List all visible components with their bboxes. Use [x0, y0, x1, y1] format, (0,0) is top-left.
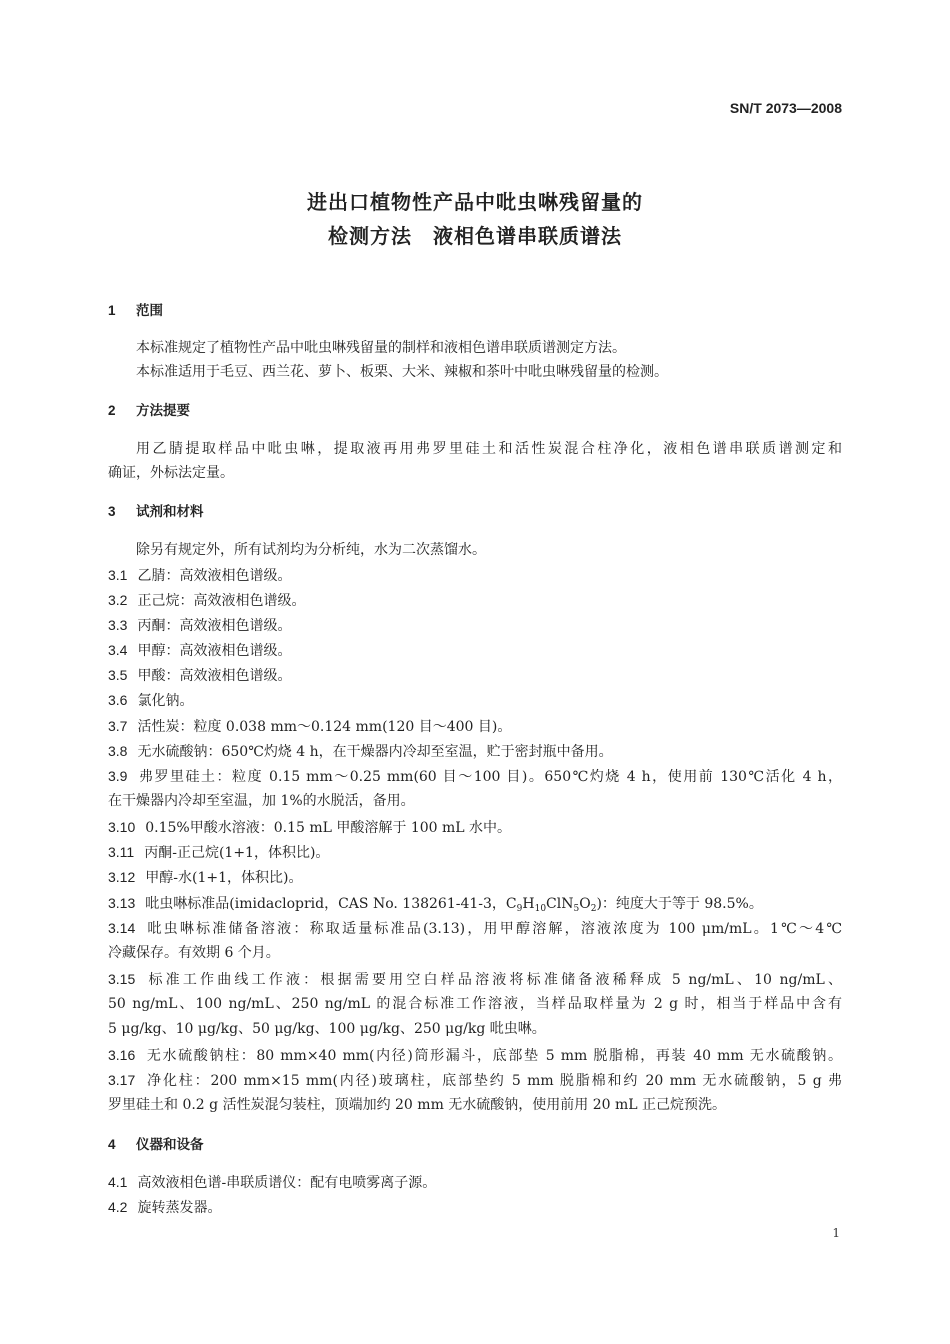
- page-number: 1: [832, 1226, 840, 1240]
- clause-3-14-line-1: [108, 918, 842, 939]
- clause-3-8: [108, 741, 613, 762]
- clause-text: 无水硫酸钠柱：80 mm×40 mm(内径)筒形漏斗，底部垫 5 mm 脱脂棉，再装 40 mm 无水硫酸钠。: [145, 1048, 842, 1064]
- section-number: 1: [108, 303, 116, 318]
- clause-text: 弗罗里硅土：粒度 0.15 mm～0.25 mm(60 目～100 目)。650℃灼烧 4 h，使用前 130℃活化 4 h，: [137, 769, 842, 785]
- section-number: 2: [108, 403, 116, 418]
- formula-part: ClN: [546, 896, 574, 912]
- document-title-line-1: 进出口植物性产品中吡虫啉残留量的: [307, 190, 643, 214]
- clause-text: 旋转蒸发器。: [137, 1200, 222, 1216]
- method-summary-line-2: 确证，外标法定量。: [108, 465, 234, 481]
- clause-number: 3.12: [108, 869, 136, 885]
- clause-3-4: [108, 640, 291, 661]
- clause-text: 标准工作曲线工作液：根据需要用空白样品溶液将标准储备液稀释成 5 ng/mL、10 ng/mL、: [145, 972, 842, 988]
- clause-number: 3.15: [108, 971, 136, 987]
- clause-text: 甲醇：高效液相色谱级。: [137, 643, 292, 659]
- clause-3-15-line-1: [108, 969, 842, 990]
- formula-subscript: 9: [516, 904, 523, 914]
- clause-3-15-line-3: 5 μg/kg、10 μg/kg、50 μg/kg、100 μg/kg、250 μg/kg 吡虫啉。: [108, 1021, 546, 1037]
- section-number: 4: [108, 1137, 116, 1152]
- section-1-heading: [108, 301, 163, 321]
- section-title: 仪器和设备: [136, 1137, 204, 1153]
- clause-text: 0.15%甲酸水溶液：0.15 mL 甲酸溶解于 100 mL 水中。: [145, 820, 512, 836]
- clause-3-5: [108, 665, 291, 686]
- clause-3-14-line-2: 冷藏保存。有效期 6 个月。: [108, 945, 280, 961]
- clause-3-11: [108, 842, 329, 863]
- clause-3-9-line-2: 在干燥器内冷却至室温，加 1%的水脱活，备用。: [108, 793, 415, 809]
- clause-text: 净化柱：200 mm×15 mm(内径)玻璃柱，底部垫约 5 mm 脱脂棉和约 20 mm 无水硫酸钠，5 g 弗: [145, 1073, 842, 1089]
- clause-3-17-line-1: [108, 1070, 842, 1091]
- clause-3-6: [108, 690, 193, 711]
- clause-number: 4.1: [108, 1174, 128, 1190]
- formula-part: O: [579, 896, 591, 912]
- clause-3-1: [108, 565, 291, 586]
- clause-3-13: [108, 893, 763, 914]
- clause-number: 3.16: [108, 1047, 136, 1063]
- clause-text: )：纯度大于等于 98.5%。: [596, 896, 763, 912]
- clause-4-1: [108, 1172, 436, 1193]
- section-title: 方法提要: [136, 403, 190, 419]
- clause-4-2: [108, 1197, 221, 1218]
- clause-text: 吡虫啉标准储备溶液：称取适量标准品(3.13)，用甲醇溶解，溶液浓度为 100 μm/mL。1℃～4℃: [145, 921, 842, 937]
- section-4-heading: [108, 1135, 204, 1155]
- clause-3-16: [108, 1045, 842, 1066]
- clause-number: 4.2: [108, 1199, 128, 1215]
- clause-number: 3.1: [108, 567, 128, 583]
- clause-number: 3.3: [108, 617, 128, 633]
- clause-number: 3.17: [108, 1072, 136, 1088]
- scope-paragraph-2: 本标准适用于毛豆、西兰花、萝卜、板栗、大米、辣椒和茶叶中吡虫啉残留量的检测。: [136, 364, 668, 380]
- clause-text: 甲酸：高效液相色谱级。: [137, 668, 292, 684]
- clause-text: 氯化钠。: [137, 693, 194, 709]
- clause-number: 3.14: [108, 920, 136, 936]
- clause-text: 吡虫啉标准品(imidacloprid，CAS No. 138261-41-3，C: [145, 896, 517, 912]
- scope-paragraph-1: 本标准规定了植物性产品中吡虫啉残留量的制样和液相色谱串联质谱测定方法。: [136, 340, 626, 356]
- formula-subscript: 10: [534, 904, 547, 914]
- clause-3-15-line-2: 50 ng/mL、100 ng/mL、250 ng/mL 的混合标准工作溶液，当样品取样量为 2 g 时，相当于样品中含有: [108, 996, 842, 1012]
- clause-3-7: [108, 716, 511, 737]
- section-3-heading: [108, 502, 204, 522]
- clause-text: 无水硫酸钠：650℃灼烧 4 h，在干燥器内冷却至室温，贮于密封瓶中备用。: [137, 744, 613, 760]
- document-title-line-2: 检测方法 液相色谱串联质谱法: [328, 224, 622, 248]
- reagents-intro: 除另有规定外，所有试剂均为分析纯，水为二次蒸馏水。: [136, 542, 486, 558]
- clause-number: 3.7: [108, 718, 128, 734]
- clause-number: 3.2: [108, 592, 128, 608]
- clause-3-9-line-1: [108, 766, 842, 787]
- clause-text: 甲醇-水(1+1，体积比)。: [145, 870, 303, 886]
- clause-number: 3.13: [108, 895, 136, 911]
- clause-text: 丙酮：高效液相色谱级。: [137, 618, 292, 634]
- formula-subscript: 2: [590, 904, 597, 914]
- section-title: 范围: [136, 303, 163, 319]
- section-number: 3: [108, 504, 116, 519]
- clause-text: 活性炭：粒度 0.038 mm～0.124 mm(120 目～400 目)。: [137, 719, 512, 735]
- formula-part: H: [522, 896, 535, 912]
- standard-number: SN/T 2073—2008: [729, 100, 842, 116]
- clause-number: 3.4: [108, 642, 128, 658]
- clause-number: 3.8: [108, 743, 128, 759]
- section-title: 试剂和材料: [136, 504, 204, 520]
- clause-text: 正己烷：高效液相色谱级。: [137, 593, 306, 609]
- clause-number: 3.6: [108, 692, 128, 708]
- clause-text: 乙腈：高效液相色谱级。: [137, 568, 292, 584]
- section-2-heading: [108, 401, 190, 421]
- clause-number: 3.5: [108, 667, 128, 683]
- clause-3-3: [108, 615, 291, 636]
- clause-number: 3.9: [108, 768, 128, 784]
- clause-3-2: [108, 590, 305, 611]
- clause-text: 丙酮-正己烷(1+1，体积比)。: [144, 845, 330, 861]
- clause-number: 3.11: [108, 844, 135, 860]
- clause-3-10: [108, 817, 511, 838]
- clause-3-12: [108, 867, 302, 888]
- clause-text: 高效液相色谱-串联质谱仪：配有电喷雾离子源。: [137, 1175, 437, 1191]
- clause-number: 3.10: [108, 819, 136, 835]
- formula-subscript: 5: [573, 904, 580, 914]
- clause-3-17-line-2: 罗里硅土和 0.2 g 活性炭混匀装柱，顶端加约 20 mm 无水硫酸钠，使用前用 20 mL 正己烷预洗。: [108, 1097, 727, 1113]
- method-summary-line-1: 用乙腈提取样品中吡虫啉，提取液再用弗罗里硅土和活性炭混合柱净化，液相色谱串联质谱测定和: [136, 441, 842, 457]
